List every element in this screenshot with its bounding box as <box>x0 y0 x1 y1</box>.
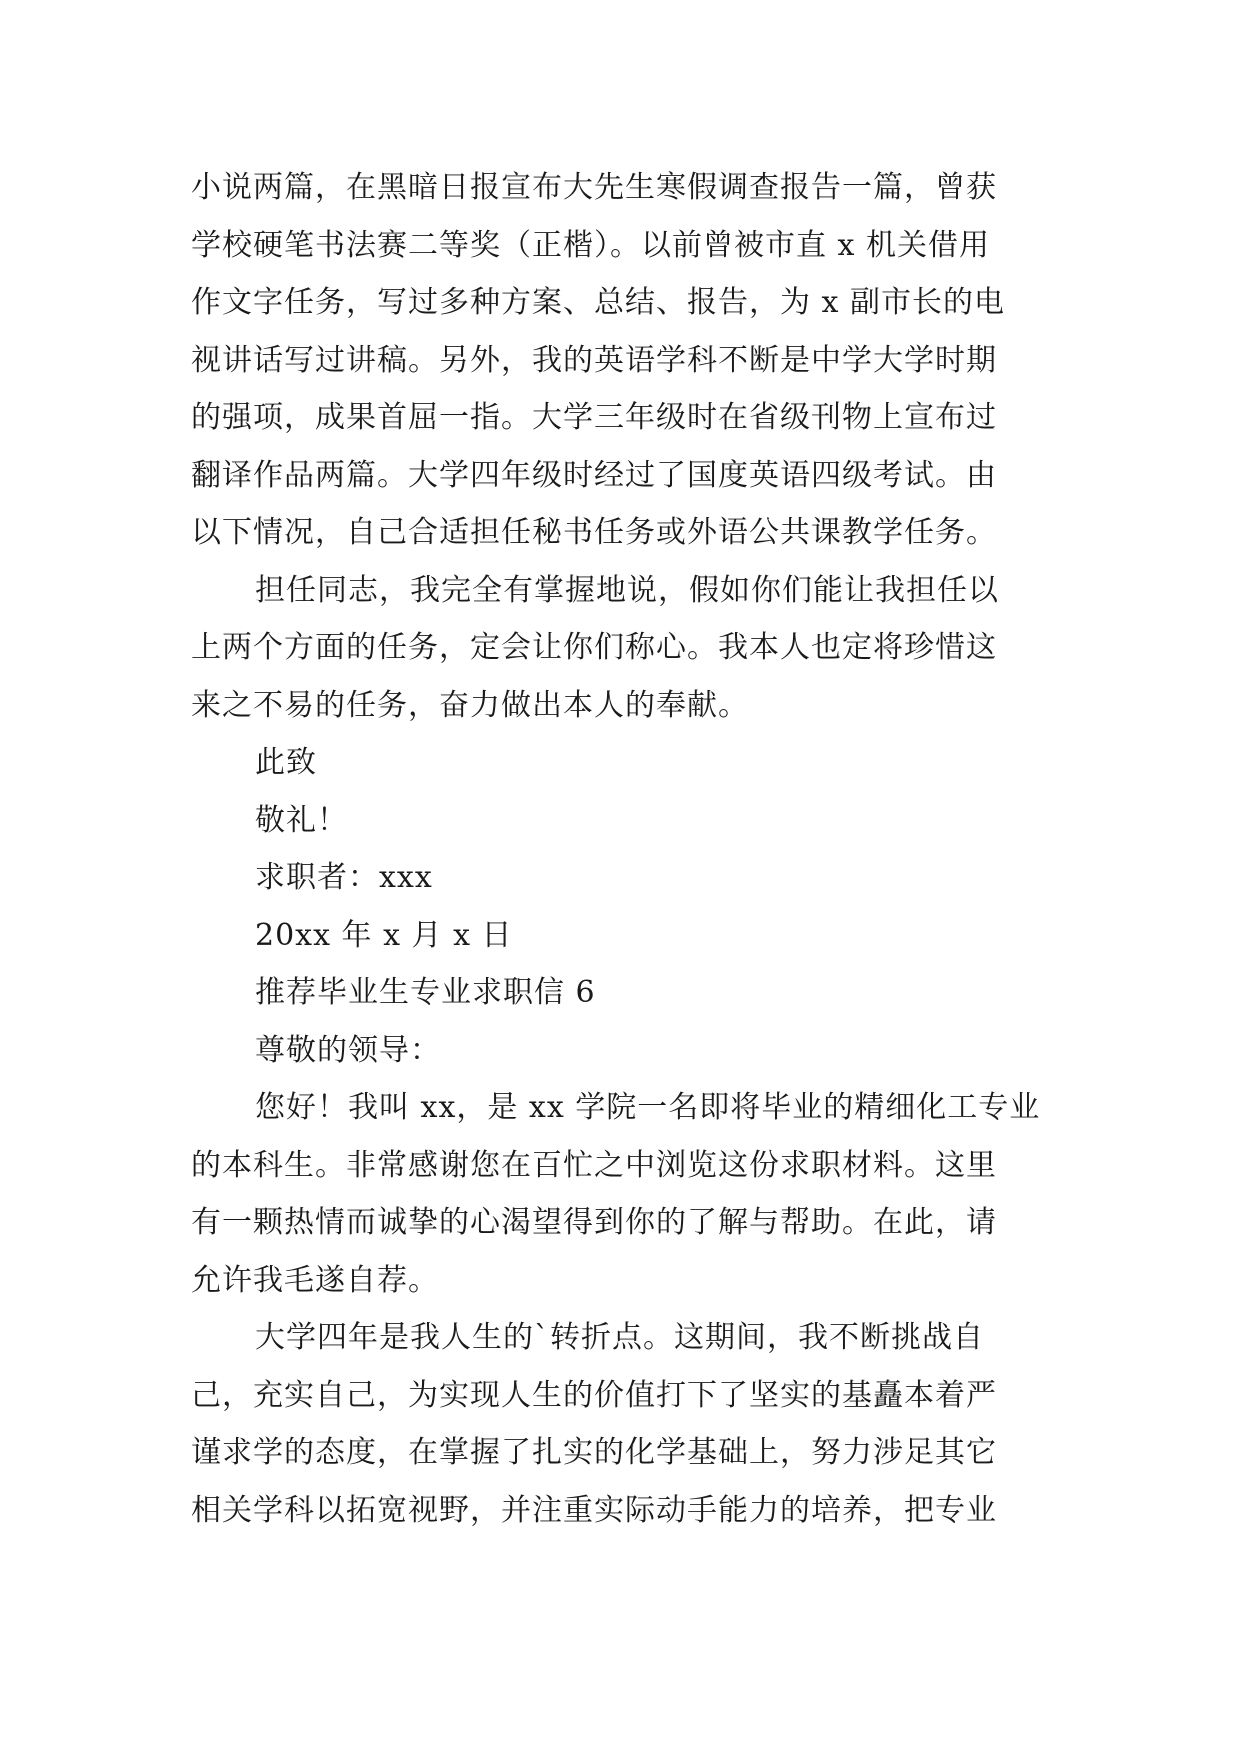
text-line: 允许我毛遂自荐。 <box>191 1262 439 1298</box>
text-line: 20xx 年 x 月 x 日 <box>255 917 513 953</box>
text-line: 的强项，成果首屈一指。大学三年级时在省级刊物上宣布过 <box>191 400 997 435</box>
text-line: 推荐毕业生专业求职信 6 <box>255 975 596 1010</box>
text-line: 上两个方面的任务，定会让你们称心。我本人也定将珍惜这 <box>191 630 997 665</box>
text-line: 视讲话写过讲稿。另外，我的英语学科不断是中学大学时期 <box>191 342 997 378</box>
text-line: 此致 <box>255 745 317 780</box>
text-line: 的本科生。非常感谢您在百忙之中浏览这份求职材料。这里 <box>191 1147 997 1183</box>
text-line: 谨求学的态度，在掌握了扎实的化学基础上，努力涉足其它 <box>191 1435 997 1470</box>
text-line: 担任同志，我完全有掌握地说，假如你们能让我担任以 <box>255 572 999 608</box>
text-line: 小说两篇，在黑暗日报宣布大先生寒假调查报告一篇，曾获 <box>191 170 997 205</box>
text-line: 大学四年是我人生的`转折点。这期间，我不断挑战自 <box>255 1320 984 1355</box>
text-line: 作文字任务，写过多种方案、总结、报告，为 x 副市长的电 <box>191 285 1005 320</box>
text-line: 学校硬笔书法赛二等奖（正楷）。以前曾被市直 x 机关借用 <box>191 227 990 263</box>
text-line: 翻译作品两篇。大学四年级时经过了国度英语四级考试。由 <box>191 457 997 493</box>
text-line: 来之不易的任务，奋力做出本人的奉献。 <box>191 687 749 723</box>
letter-body <box>191 159 1071 1539</box>
text-line: 求职者：xxx <box>255 860 433 895</box>
text-line: 敬礼！ <box>255 802 348 838</box>
text-line: 尊敬的领导： <box>255 1032 441 1068</box>
text-line: 以下情况，自己合适担任秘书任务或外语公共课教学任务。 <box>191 515 997 550</box>
text-line: 您好！我叫 xx，是 xx 学院一名即将毕业的精细化工专业 <box>255 1090 1041 1125</box>
text-line: 己，充实自己，为实现人生的价值打下了坚实的基矗本着严 <box>191 1377 997 1413</box>
text-line: 有一颗热情而诚挚的心渴望得到你的了解与帮助。在此，请 <box>191 1205 997 1240</box>
text-line: 相关学科以拓宽视野，并注重实际动手能力的培养，把专业 <box>191 1492 997 1528</box>
